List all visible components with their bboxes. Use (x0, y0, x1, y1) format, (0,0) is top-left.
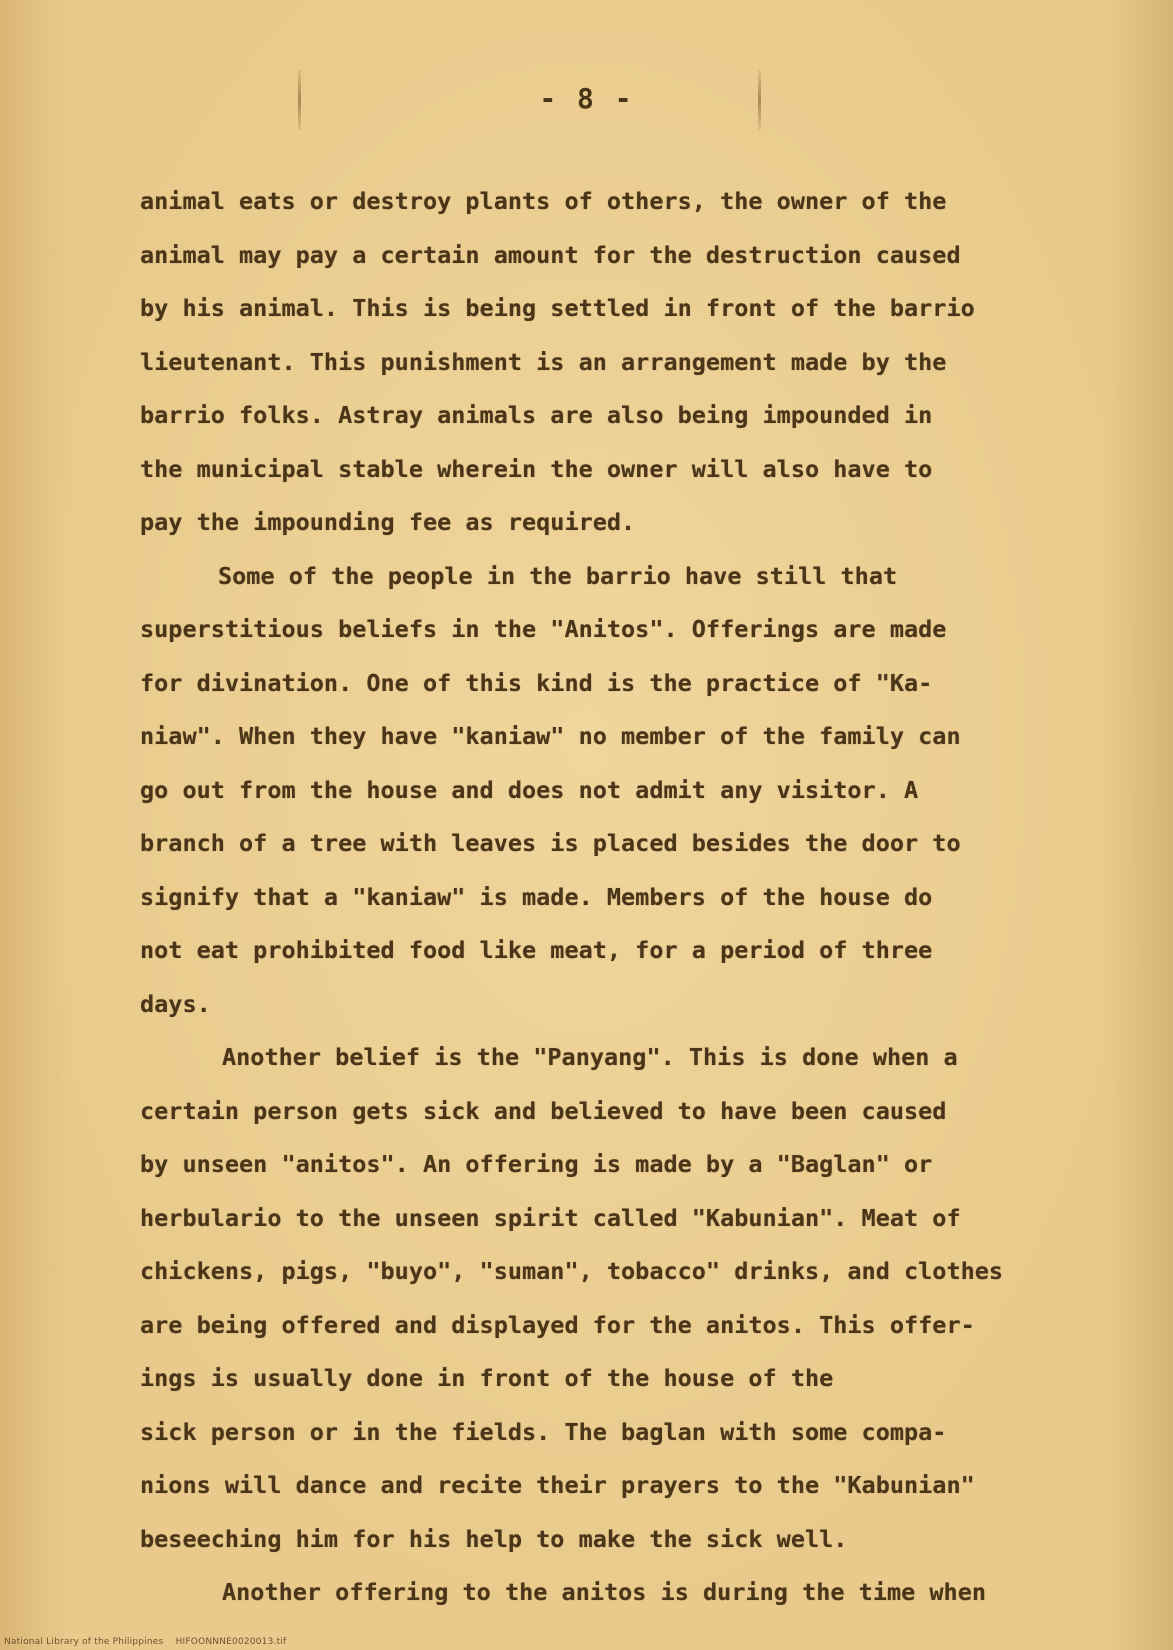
text-line: lieutenant. This punishment is an arrangement made by the (140, 347, 947, 376)
text-line: Another belief is the "Panyang". This is done when a (222, 1043, 958, 1071)
text-line: by unseen "anitos". An offering is made by a "Baglan" or (140, 1150, 933, 1178)
text-line: branch of a tree with leaves is placed besides the door to (140, 829, 961, 857)
text-line: ings is usually done in front of the house of the (140, 1364, 834, 1392)
page-number: - 8 - (539, 82, 634, 115)
text-line: herbulario to the unseen spirit called "Kabunian". Meat of (140, 1203, 961, 1232)
text-line: chickens, pigs, "buyo", "suman", tobacco" drinks, and clothes (140, 1257, 1004, 1285)
text-line: for divination. One of this kind is the practice of "Ka- (140, 668, 933, 697)
archive-footer-stamp: National Library of the Philippines HIFOONNNE0020013.tif (4, 1637, 287, 1647)
text-line: signify that a "kaniaw" is made. Members of the house do (140, 882, 933, 911)
text-line: are being offered and displayed for the anitos. This offer- (140, 1310, 975, 1339)
text-line: not eat prohibited food like meat, for a period of three (140, 936, 933, 964)
text-line: niaw". When they have "kaniaw" no member of the family can (140, 722, 961, 750)
text-line: the municipal stable wherein the owner will also have to (140, 454, 933, 483)
text-line: Another offering to the anitos is during the time when (222, 1578, 987, 1606)
text-line: animal eats or destroy plants of others, the owner of the (140, 187, 947, 215)
text-line: sick person or in the fields. The baglan with some compa- (140, 1417, 947, 1446)
text-line: by his animal. This is being settled in front of the barrio (140, 294, 975, 322)
text-line: Some of the people in the barrio have still that (218, 561, 898, 590)
text-line: certain person gets sick and believed to have been caused (140, 1096, 947, 1125)
text-line: nions will dance and recite their prayers to the "Kabunian" (140, 1471, 975, 1499)
text-line: pay the impounding fee as required. (140, 508, 636, 536)
text-line: superstitious beliefs in the "Anitos". Offerings are made (140, 615, 947, 643)
text-line: animal may pay a certain amount for the destruction caused (140, 240, 961, 269)
text-line: go out from the house and does not admit any visitor. A (140, 775, 919, 804)
text-line: beseeching him for his help to make the sick well. (140, 1524, 848, 1553)
text-line: days. (140, 989, 211, 1018)
text-line: barrio folks. Astray animals are also being impounded in (140, 401, 933, 429)
